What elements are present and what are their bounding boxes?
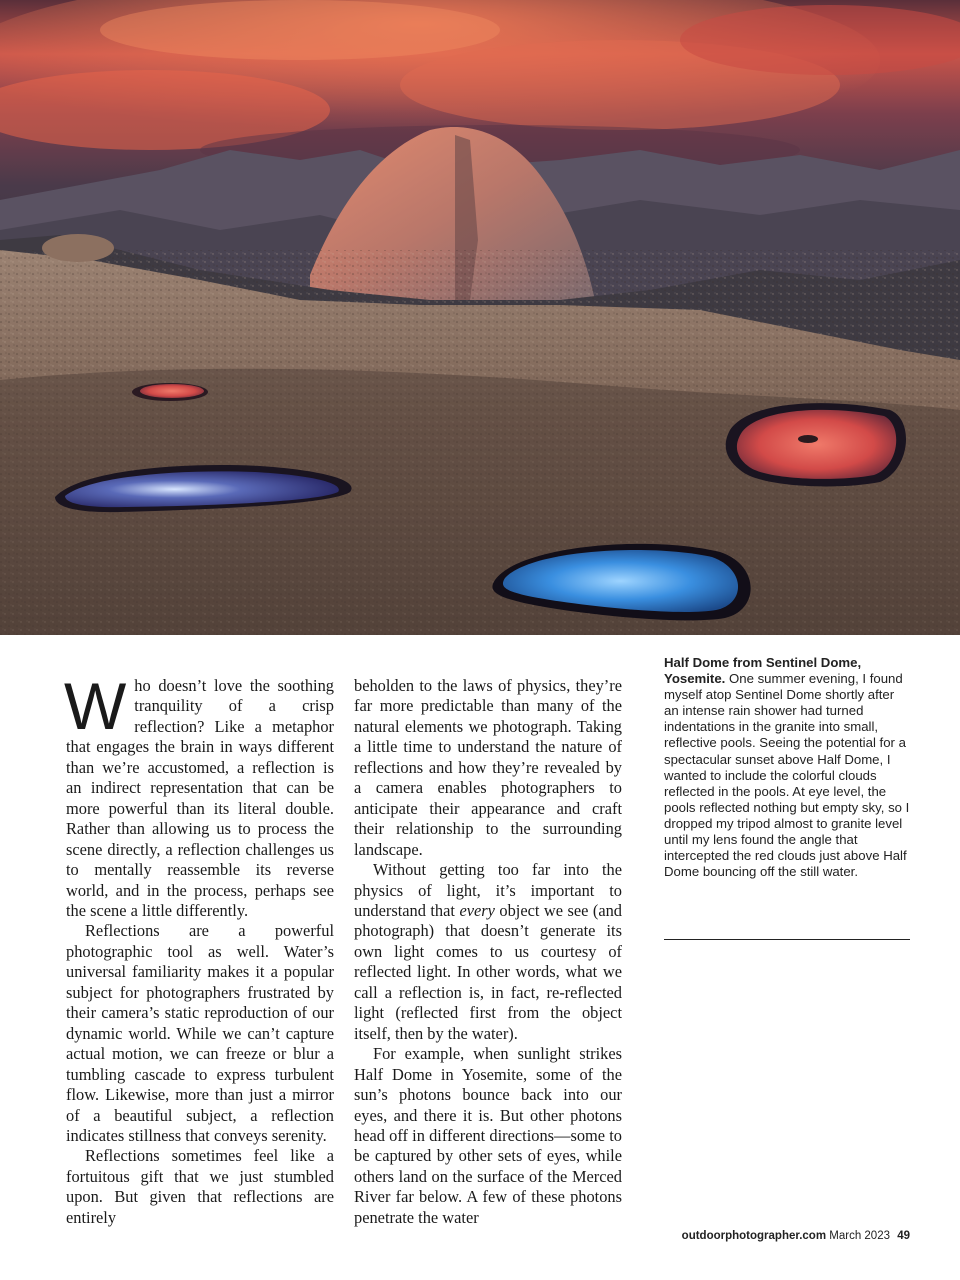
footer-site: outdoorphotographer.com	[681, 1230, 827, 1242]
hero-photograph	[0, 0, 960, 635]
article-paragraph: For example, when sunlight strikes Half Dome in Yosemite, some of the sun’s photons bounce back into our eyes, and there it is. But other photons head off in different directions—some to be captured by other sets of eyes, while others land on the surface of the Merced River far below. A few of these photons penetrate the water	[354, 1044, 622, 1227]
article-paragraph: Without getting too far into the physics of light, it’s important to understand that every object we see (and photograph) that doesn’t generate its own light comes to us courtesy of reflected light. In other words, what we call a reflection is, in fact, re-reflected light (reflected first from the object itself, then by the water).	[354, 860, 622, 1043]
photo-caption	[664, 655, 910, 880]
article-paragraph: Reflections are a powerful photographic tool as well. Water’s universal familiarity makes it a popular subject for photographers frustrated by their camera’s static reproduction of our dynamic world. While we can’t capture actual motion, we can freeze or blur a tumbling cascade to express turbulent flow. Likewise, more than just a mirror of a beautiful subject, a reflection indicates stillness that conveys serenity.	[66, 921, 334, 1145]
page-footer	[682, 1230, 910, 1242]
caption-divider	[664, 939, 910, 940]
footer-issue: March 2023	[829, 1230, 890, 1242]
page-number: 49	[897, 1230, 910, 1242]
caption-body: One summer evening, I found myself atop Sentinel Dome shortly after an intense rain shower had turned indentations in the granite into small, reflective pools. Seeing the potential for a spectacular sunset above Half Dome, I wanted to include the colorful clouds reflected in the pools. At eye level, the pools reflected nothing but empty sky, so I dropped my tripod almost to granite level until my lens found the angle that intercepted the red clouds just above Half Dome bouncing off the still water.	[664, 671, 910, 880]
article-paragraph: Who doesn’t love the soothing tranquility of a crisp reflection? Like a metaphor that engages the brain in ways different than we’re accustomed, a reflection is an indirect representation that can be more powerful than its literal double. Rather than allowing us to process the scene directly, a reflection challenges us to mentally reassemble its reverse world, and in the process, perhaps see the scene a little differently.	[64, 669, 334, 920]
photo-illustration	[0, 0, 960, 635]
drop-cap: W	[64, 669, 127, 743]
caption-title: Half Dome from Sentinel Dome, Yosemite.	[664, 655, 862, 687]
article-paragraph: Reflections sometimes feel like a fortuitous gift that we just stumbled upon. But given that reflections are entirely	[66, 1146, 334, 1227]
article-paragraph: beholden to the laws of physics, they’re far more predictable than many of the natural elements we photograph. Taking a little time to understand the nature of reflections and how they’re revealed by a camera enables photographers to anticipate their appearance and craft their relationship to the surrounding landscape.	[354, 676, 622, 859]
article-column-1	[64, 669, 334, 1228]
article-column-2	[354, 676, 622, 1228]
